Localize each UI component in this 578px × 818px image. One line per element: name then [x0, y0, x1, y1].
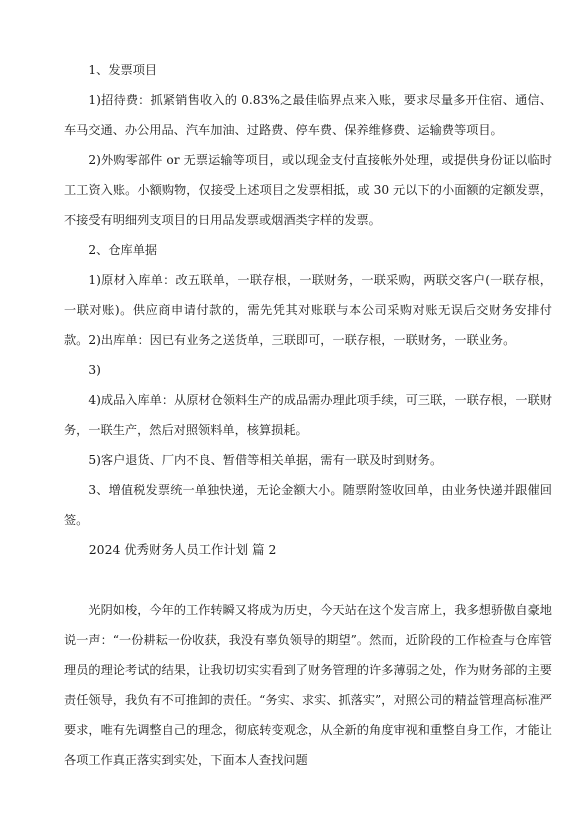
paragraph-entertainment-expense: 1)招待费：抓紧销售收入的 0.83%之最佳临界点来入账，要求尽量多开住宿、通信、车马交通、办公用品、汽车加油、过路费、停车费、保养维修费、运输费等项目。: [64, 93, 552, 137]
paragraph-vat-invoice: 3、增值税发票统一单独快递，无论金额大小。随票附签收回单，由业务快递并跟催回签。: [64, 483, 552, 527]
section-title: 2024 优秀财务人员工作计划 篇 2: [88, 542, 277, 557]
paragraph-item-3: 3): [88, 363, 101, 377]
heading-warehouse-documents: 2、仓库单据: [88, 243, 158, 257]
paragraph-outbound-order: 2)出库单：因已有业务之送货单，三联即可，一联存根，一联财务，一联业务。: [88, 333, 516, 347]
paragraph-finished-goods-receipt: 4)成品入库单：从原材仓领料生产的成品需办理此项手续，可三联，一联存根，一联财务，一联生产，然后对照领料单，核算损耗。: [64, 393, 552, 437]
paragraph-outsourced-parts: 2)外购零部件 or 无票运输等项目，或以现金支付直接帐外处理，或提供身份证以临时工工资入账。小额购物，仅接受上述项目之发票相抵，或 30 元以下的小面额的定额发票，不接受有明细列支项目的日用品发票或烟酒类字样的发票。: [64, 153, 552, 227]
section-body-paragraph: 光阴如梭，今年的工作转瞬又将成为历史，今天站在这个发言席上，我多想骄傲自豪地说一声：“一份耕耘一份收获，我没有辜负领导的期望”。然而，近阶段的工作检查与仓库管理员的理论考试的结果，让我切切实实看到了财务管理的许多薄弱之处，作为财务部的主要责任领导，我负有不可推卸的责任。“务实、求实、抓落实”，对照公司的精益管理高标准严要求，唯有先调整自己的理念，彻底转变观念，从全新的角度审视和重整自身工作，才能让各项工作真正落实到实处，下面本人查找问题: [64, 603, 552, 767]
paragraph-material-receipt: 1)原材入库单：改五联单，一联存根，一联财务，一联采购，两联交客户(一联存根，一联对账)。供应商申请付款的，需先凭其对账联与本公司采购对账无误后交财务安排付款。: [64, 273, 552, 347]
heading-invoice-items: 1、发票项目: [88, 63, 158, 77]
paragraph-returns: 5)客户退货、厂内不良、暂借等相关单据，需有一联及时到财务。: [88, 453, 443, 467]
